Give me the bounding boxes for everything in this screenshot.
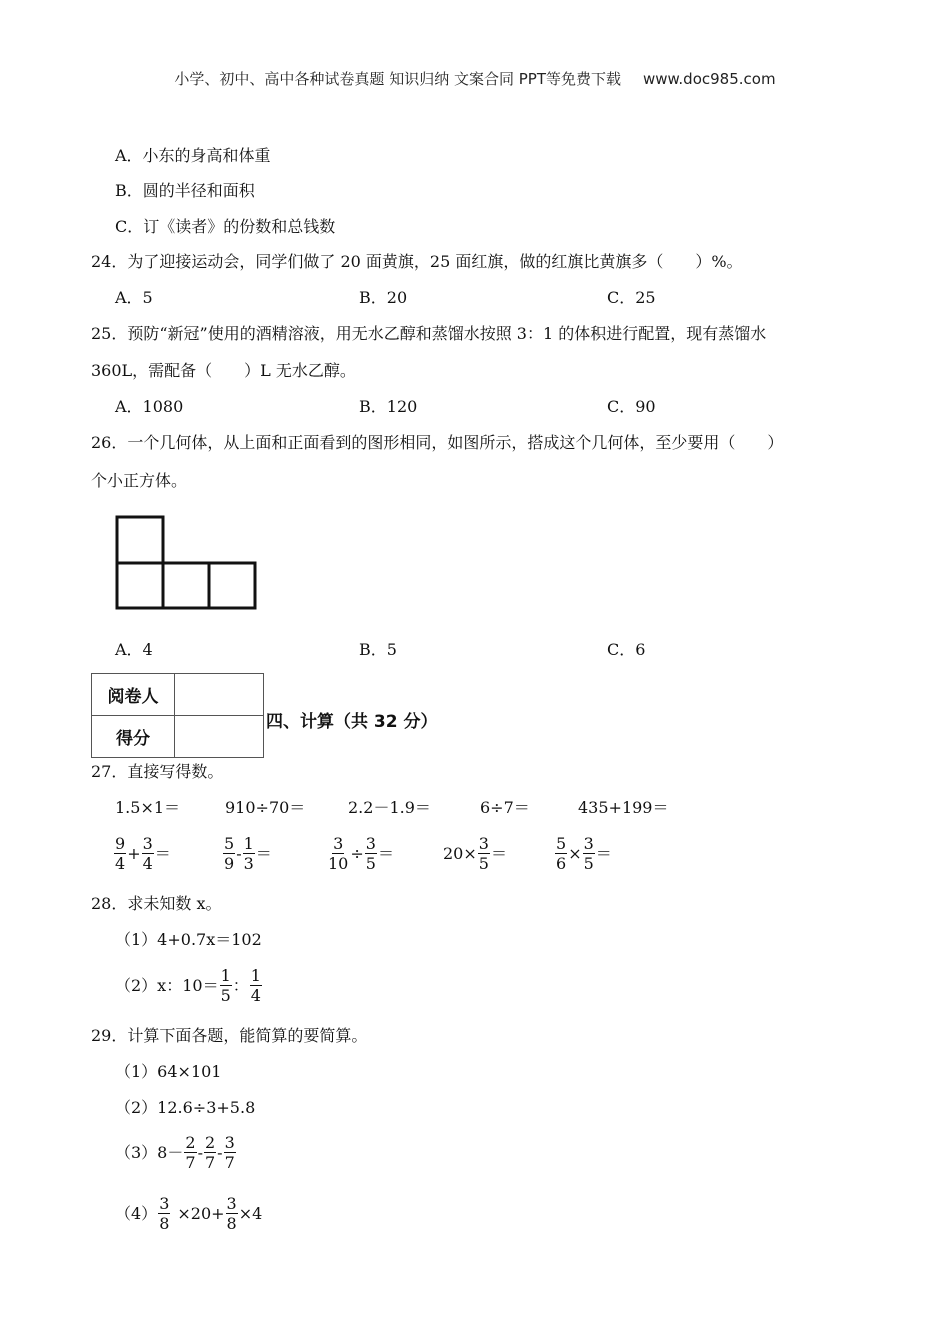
q23-option-c: C．订《读者》的份数和总钱数 bbox=[115, 217, 336, 236]
reviewer-blank bbox=[175, 674, 264, 716]
section-title: 四、计算（共 32 分） bbox=[266, 712, 438, 732]
q28-title: 28．求未知数 x。 bbox=[91, 894, 222, 913]
q26-option-b: B．5 bbox=[359, 640, 397, 659]
score-blank bbox=[175, 716, 264, 758]
figure-square-top bbox=[117, 517, 163, 563]
q28-part-2: （2）x：10＝ $\frac{1}{5}$ ： $\frac{1}{4}$ bbox=[115, 966, 261, 1005]
header-text: 小学、初中、高中各种试卷真题 知识归纳 文案合同 PPT等免费下载 bbox=[174, 70, 621, 88]
q28-part-1: （1）4+0.7x＝102 bbox=[115, 930, 262, 949]
q27-fraction-1: $\frac{9}{4}$ + $\frac{3}{4}$ ＝ bbox=[115, 834, 171, 873]
score-label: 得分 bbox=[92, 716, 175, 758]
q23-option-b: B．圆的半径和面积 bbox=[115, 181, 255, 200]
q27-item-3: 2.2－1.9＝ bbox=[348, 798, 431, 817]
cube-view-figure bbox=[114, 514, 260, 612]
q24-question: 24．为了迎接运动会，同学们做了 20 面黄旗，25 面红旗，做的红旗比黄旗多（ ）%。 bbox=[91, 252, 743, 271]
q25-option-c: C．90 bbox=[607, 397, 656, 416]
q25-question-line2: 360L，需配备（ ）L 无水乙醇。 bbox=[91, 361, 356, 380]
q29-title: 29．计算下面各题，能简算的要简算。 bbox=[91, 1026, 368, 1045]
q27-fraction-4: 20× $\frac{3}{5}$ ＝ bbox=[443, 834, 507, 873]
q26-option-c: C．6 bbox=[607, 640, 646, 659]
q25-question-line1: 25．预防“新冠”使用的酒精溶液，用无水乙醇和蒸馏水按照 3：1 的体积进行配置，现有蒸馏水 bbox=[91, 324, 767, 343]
figure-square-bottom-3 bbox=[209, 563, 255, 608]
q27-fraction-3: $\frac{3}{10}$ ÷ $\frac{3}{5}$ ＝ bbox=[328, 834, 394, 873]
q26-option-a: A．4 bbox=[115, 640, 153, 659]
q25-option-a: A．1080 bbox=[115, 397, 184, 416]
q27-title: 27．直接写得数。 bbox=[91, 762, 224, 781]
q26-question-line2: 个小正方体。 bbox=[91, 471, 188, 490]
q24-option-c: C．25 bbox=[607, 288, 656, 307]
figure-square-bottom-2 bbox=[163, 563, 209, 608]
q29-part-1: （1）64×101 bbox=[115, 1062, 222, 1081]
header-site: www.doc985.com bbox=[642, 70, 776, 88]
q24-option-b: B．20 bbox=[359, 288, 408, 307]
q24-option-a: A．5 bbox=[115, 288, 153, 307]
q29-part-4: （4） $\frac{3}{8}$ ×20+ $\frac{3}{8}$ ×4 bbox=[115, 1194, 263, 1233]
q26-question-line1: 26．一个几何体，从上面和正面看到的图形相同，如图所示，搭成这个几何体，至少要用（ ） bbox=[91, 433, 784, 452]
q27-item-2: 910÷70＝ bbox=[225, 798, 306, 817]
q25-option-b: B．120 bbox=[359, 397, 418, 416]
reviewer-label: 阅卷人 bbox=[92, 674, 175, 716]
q27-item-5: 435+199＝ bbox=[578, 798, 669, 817]
q29-part-3: （3）8－ $\frac{2}{7}$ - $\frac{2}{7}$ - $\frac{3}{7}$ bbox=[115, 1133, 235, 1172]
q27-item-4: 6÷7＝ bbox=[480, 798, 530, 817]
q27-item-1: 1.5×1＝ bbox=[115, 798, 181, 817]
q29-part-2: （2）12.6÷3+5.8 bbox=[115, 1098, 256, 1117]
q23-option-a: A．小东的身高和体重 bbox=[115, 146, 271, 165]
q27-fraction-5: $\frac{5}{6}$ × $\frac{3}{5}$ ＝ bbox=[556, 834, 612, 873]
score-table bbox=[91, 673, 264, 758]
q27-fraction-2: $\frac{5}{9}$ - $\frac{1}{3}$ ＝ bbox=[224, 834, 272, 873]
page-header bbox=[0, 68, 950, 89]
figure-square-bottom-1 bbox=[117, 563, 163, 608]
